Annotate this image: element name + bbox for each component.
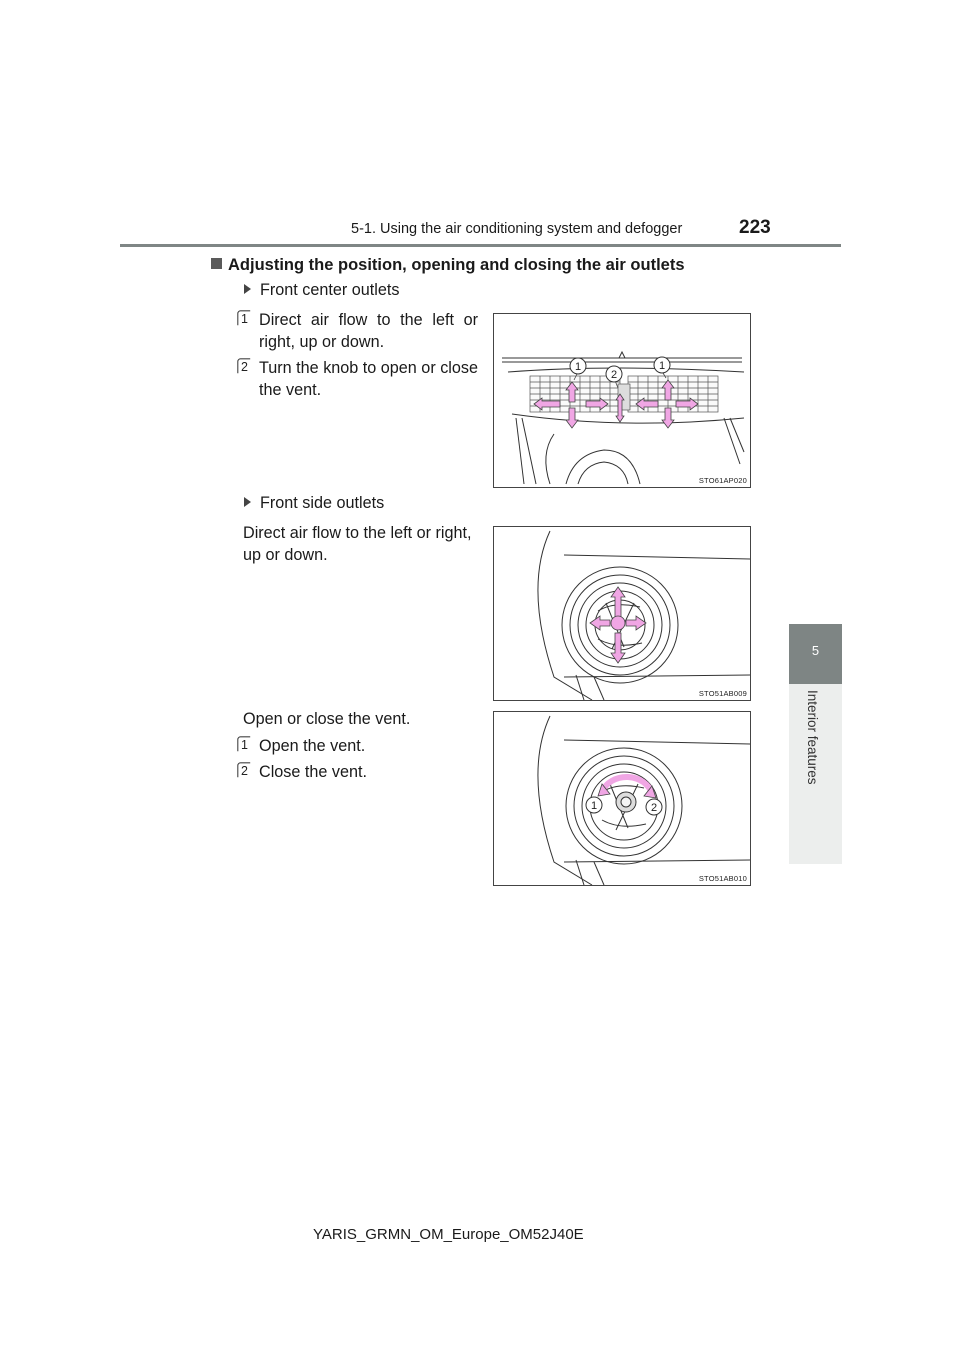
section-heading-text: Adjusting the position, opening and closing the air outlets [228, 256, 685, 274]
open-vent-text: Open the vent. [259, 737, 366, 755]
side-open-close-text: Open or close the vent. [243, 710, 411, 728]
step-badge-1 [237, 310, 251, 326]
step-1-text: Direct air flow to the left or right, up or down. [259, 311, 478, 351]
svg-text:2: 2 [241, 359, 248, 374]
bullet-front-center [244, 281, 399, 300]
bullet-front-side [244, 494, 384, 513]
close-vent-text: Close the vent. [259, 763, 367, 781]
callout-close: 2 [650, 802, 658, 814]
header-divider [120, 244, 841, 247]
section-heading [211, 256, 685, 275]
square-bullet-icon [211, 258, 222, 269]
figure-side-outlet-knob [493, 711, 751, 886]
section-title: 5-1. Using the air conditioning system and defogger [351, 221, 683, 237]
callout-2: 2 [610, 369, 618, 381]
svg-text:1: 1 [241, 311, 248, 326]
callout-open: 1 [590, 800, 598, 812]
side-vent-knob-illustration [494, 712, 750, 885]
svg-text:1: 1 [241, 737, 248, 752]
figure-side-outlet-direction [493, 526, 751, 701]
figure-code: STO51AB009 [698, 689, 747, 698]
chapter-title: Interior features [805, 690, 820, 785]
chapter-number: 5 [811, 643, 820, 658]
step-2-text: Turn the knob to open or close the vent. [259, 359, 478, 399]
callout-1-left: 1 [574, 361, 582, 373]
side-vent-direction-illustration [494, 527, 750, 700]
callout-1-right: 1 [658, 360, 666, 372]
page-number: 223 [739, 217, 771, 238]
step-badge-2 [237, 358, 251, 374]
bullet-front-center-text: Front center outlets [260, 281, 400, 299]
figure-code: STO51AB010 [698, 874, 747, 883]
step-badge-1 [237, 736, 251, 752]
triangle-bullet-icon [244, 497, 251, 507]
figure-center-outlets [493, 313, 751, 488]
svg-text:2: 2 [241, 763, 248, 778]
triangle-bullet-icon [244, 284, 251, 294]
manual-code: YARIS_GRMN_OM_Europe_OM52J40E [313, 1226, 584, 1243]
figure-code: STO61AP020 [698, 476, 747, 485]
side-direct-text: Direct air flow to the left or right, up or down. [243, 524, 472, 564]
bullet-front-side-text: Front side outlets [260, 494, 385, 512]
center-vent-illustration [494, 314, 750, 487]
step-badge-2 [237, 762, 251, 778]
